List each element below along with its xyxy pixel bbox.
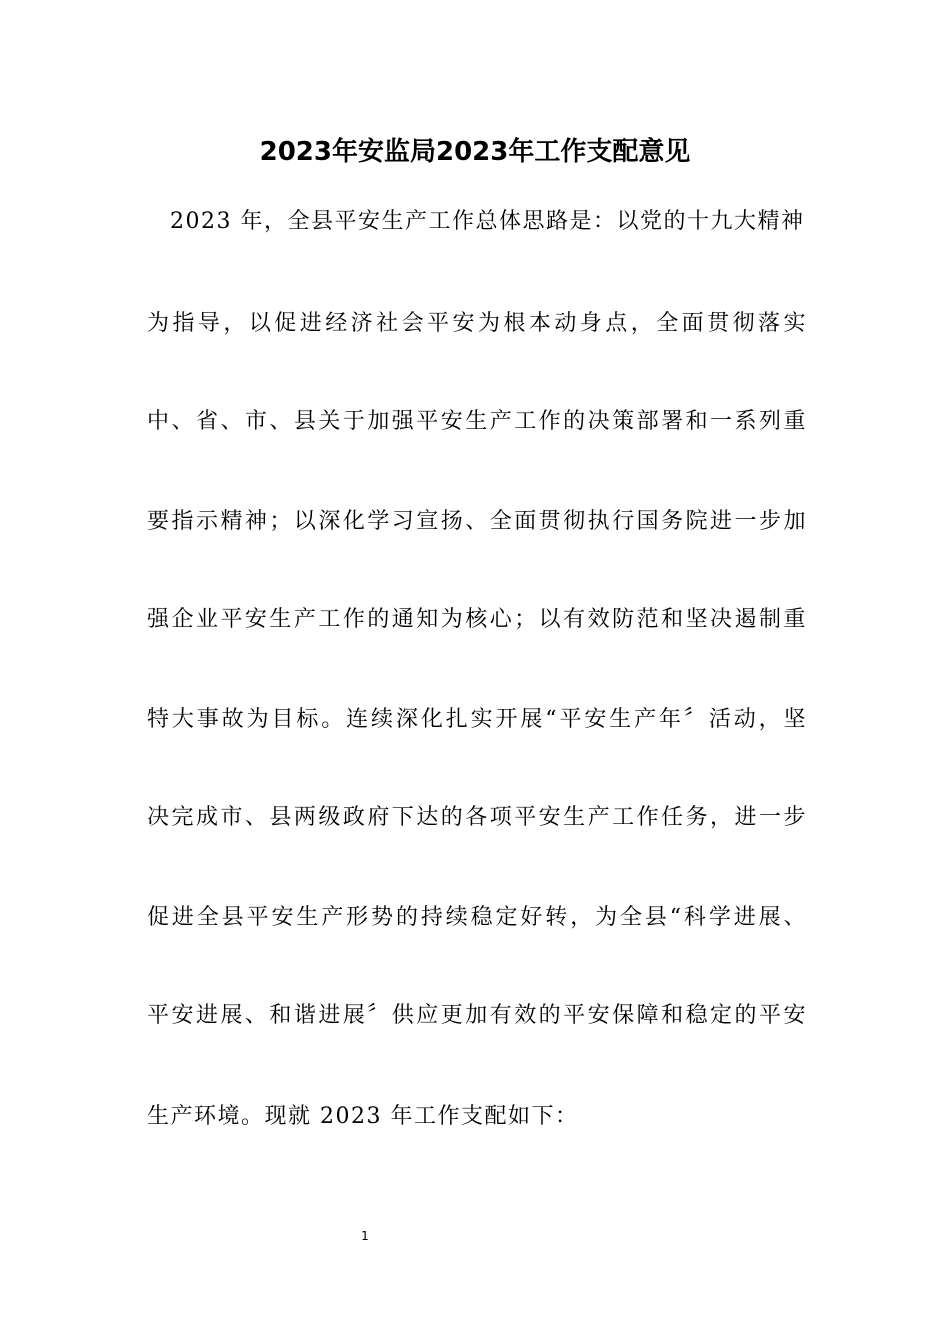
paragraph-line: 决完成市、县两级政府下达的各项平安生产工作任务，进一步: [147, 805, 807, 830]
paragraph-line: 中、省、市、县关于加强平安生产工作的决策部署和一系列重: [147, 409, 807, 434]
paragraph-line: 平安进展、和谐进展〞供应更加有效的平安保障和稳定的平安: [147, 1003, 807, 1028]
document-title: 2023年安监局2023年工作支配意见: [259, 137, 691, 167]
paragraph-line: 要指示精神；以深化学习宣扬、全面贯彻执行国务院进一步加: [147, 509, 807, 534]
page-number: 1: [361, 1229, 369, 1243]
paragraph-line: 强企业平安生产工作的通知为核心；以有效防范和坚决遏制重: [147, 607, 807, 632]
paragraph-line: 2023 年，全县平安生产工作总体思路是：以党的十九大精神: [170, 209, 805, 234]
paragraph-line: 为指导，以促进经济社会平安为根本动身点，全面贯彻落实: [147, 311, 807, 336]
paragraph-line: 促进全县平安生产形势的持续稳定好转，为全县“科学进展、: [147, 905, 807, 930]
paragraph-line: 生产环境。现就 2023 年工作支配如下：: [147, 1104, 579, 1129]
paragraph-line: 特大事故为目标。连续深化扎实开展“平安生产年〞活动，坚: [147, 707, 807, 732]
